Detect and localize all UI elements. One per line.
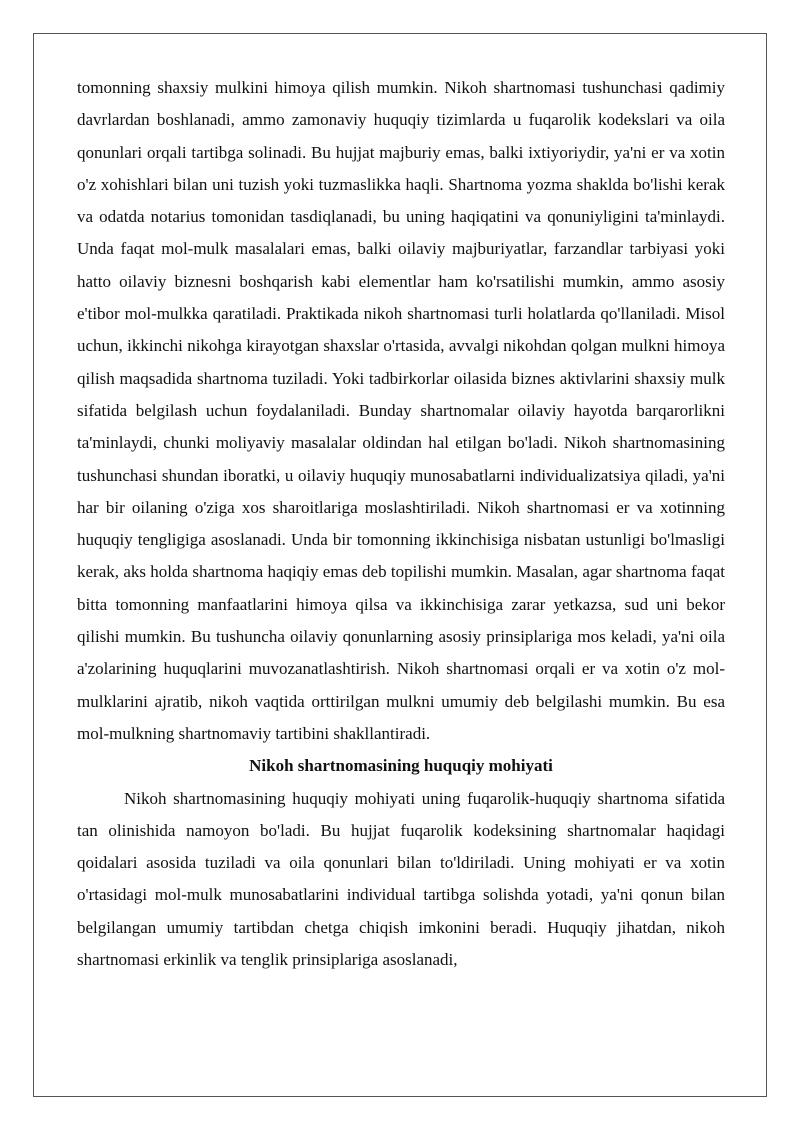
- section-heading: Nikoh shartnomasining huquqiy mohiyati: [249, 756, 553, 776]
- body-paragraph: Nikoh shartnomasining huquqiy mohiyati uning fuqarolik-huquqiy shartnoma sifatida tan olinishida namoyon bo'ladi. Bu hujjat fuqarolik kodeksining shartnomalar haqidagi qoidalari asosida tuziladi va oila qonunlari bilan to'ldiriladi. Uning mohiyati er va xotin o'rtasidagi mol-mulk munosabatlarini individual tartibga solishda yotadi, ya'ni qonun bilan belgilangan umumiy tartibdan chetga chiqish imkonini beradi. Huquqiy jihatdan, nikoh shartnomasi erkinlik va tenglik prinsiplariga asoslanadi,: [77, 788, 725, 970]
- body-paragraph: tomonning shaxsiy mulkini himoya qilish mumkin. Nikoh shartnomasi tushunchasi qadimiy davrlardan boshlanadi, ammo zamonaviy huquqiy tizimlarda u fuqarolik kodekslari va oila qonunlari orqali tartibga solinadi. Bu hujjat majburiy emas, balki ixtiyoriydir, ya'ni er va xotin o'z xohishlari bilan uni tuzish yoki tuzmaslikka haqli. Shartnoma yozma shaklda bo'lishi kerak va odatda notarius tomonidan tasdiqlanadi, bu uning haqiqatini va qonuniyligini ta'minlaydi. Unda faqat mol-mulk masalalari emas, balki oilaviy majburiyatlar, farzandlar tarbiyasi yoki hatto oilaviy biznesni boshqarish kabi elementlar ham ko'rsatilishi mumkin, ammo asosiy e'tibor mol-mulkka qaratiladi. Praktikada nikoh shartnomasi turli holatlarda qo'llaniladi. Misol uchun, ikkinchi nikohga kirayotgan shaxslar o'rtasida, avvalgi nikohdan qolgan mulkni himoya qilish maqsadida shartnoma tuziladi. Yoki tadbirkorlar oilasida biznes aktivlarini shaxsiy mulk sifatida belgilash uchun foydalaniladi. Bunday shartnomalar oilaviy hayotda barqarorlikni ta'minlaydi, chunki moliyaviy masalalar oldindan hal etilgan bo'ladi. Nikoh shartnomasining tushunchasi shundan iboratki, u oilaviy huquqiy munosabatlarni individualizatsiya qiladi, ya'ni har bir oilaning o'ziga xos sharoitlariga moslashtiriladi. Nikoh shartnomasi er va xotinning huquqiy tengligiga asoslanadi. Unda bir tomonning ikkinchisiga nisbatan ustunligi bo'lmasligi kerak, aks holda shartnoma haqiqiy emas deb topilishi mumkin. Masalan, agar shartnoma faqat bitta tomonning manfaatlarini himoya qilsa va ikkinchisiga zarar yetkazsa, sud uni bekor qilishi mumkin. Bu tushuncha oilaviy qonunlarning asosiy prinsiplariga mos keladi, ya'ni oila a'zolarining huquqlarini muvozanatlashtirish. Nikoh shartnomasi orqali er va xotin o'z mol-mulklarini ajratib, nikoh vaqtida orttirilgan mulkni umumiy deb belgilashi mumkin. Bu esa mol-mulkning shartnomaviy tartibini shakllantiradi.: [77, 78, 725, 743]
- document-body: [77, 72, 725, 976]
